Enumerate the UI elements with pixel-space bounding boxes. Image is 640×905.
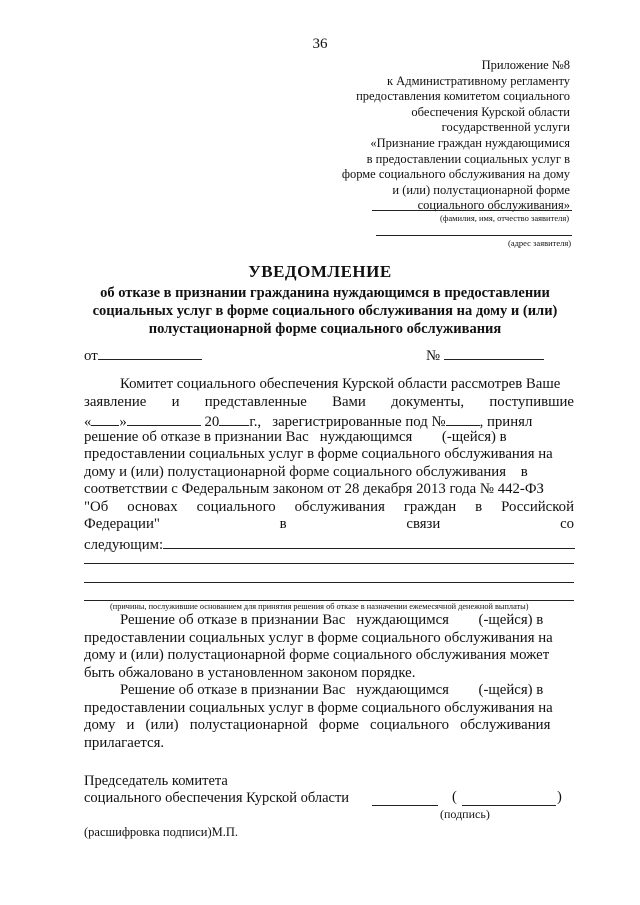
appendix-line: в предоставлении социальных услуг в xyxy=(366,151,570,166)
appendix-line: предоставления комитетом социального xyxy=(356,89,570,104)
paragraph-line: Решение об отказе в признании Вас нуждающимся (-щейся) в xyxy=(120,612,544,628)
paragraph-line: прилагается. xyxy=(84,735,165,751)
open-paren: ( xyxy=(452,789,457,805)
date-field-row xyxy=(84,345,202,366)
paragraph-line: быть обжаловано в установленном законом порядке. xyxy=(84,665,416,681)
month-blank[interactable] xyxy=(127,411,201,426)
appendix-header xyxy=(280,58,570,214)
reason-line[interactable] xyxy=(84,600,574,601)
reason-blank[interactable] xyxy=(163,534,575,549)
applicant-address-caption: (адрес заявителя) xyxy=(508,238,572,248)
paragraph-line: Решение об отказе в признании Вас нуждающимся (-щейся) в xyxy=(120,682,544,698)
paragraph-line: дому и (или) полустационарной форме социального обслуживания в xyxy=(84,464,528,480)
close-paren: ) xyxy=(557,789,562,805)
applicant-fio-caption: (фамилия, имя, отчество заявителя) xyxy=(440,213,570,223)
appendix-line: Приложение №8 xyxy=(481,58,570,72)
name-decoding-line[interactable] xyxy=(462,805,556,806)
appendix-line: форме социального обслуживания на дому xyxy=(341,167,570,182)
paragraph-line: "Об основах социального обслуживания граждан в Российской xyxy=(84,499,575,515)
appendix-line: обеспечения Курской области xyxy=(411,104,570,119)
paragraph-line: Федерации" в связи со xyxy=(84,516,575,532)
day-blank[interactable] xyxy=(91,411,119,426)
date-blank[interactable] xyxy=(98,345,202,360)
paragraph-line: соответствии с Федеральным законом от 28 декабря 2013 года № 442-ФЗ xyxy=(84,481,544,497)
paragraph-line: « » 20 г., зарегистрированные под № , принял xyxy=(84,411,532,432)
from-label: от xyxy=(84,348,98,364)
document-subtitle xyxy=(70,284,580,338)
subtitle-line: об отказе в признании гражданина нуждающимся в предоставлении xyxy=(100,285,550,301)
paragraph-line: решение об отказе в признании Вас нуждающимся (-щейся) в xyxy=(84,429,507,445)
page-number: 36 xyxy=(312,36,328,52)
appendix-line: социального обслуживания» xyxy=(417,198,570,213)
paragraph-line: предоставлении социальных услуг в форме социального обслуживания на xyxy=(84,630,553,646)
number-blank[interactable] xyxy=(444,345,544,360)
number-label: № xyxy=(426,348,441,364)
number-field-row xyxy=(426,345,544,366)
paragraph-line: предоставлении социальных услуг в форме социального обслуживания на xyxy=(84,700,553,716)
paragraph-line: заявление и представленные Вами документы, поступившие xyxy=(84,394,575,410)
appendix-line: «Признание граждан нуждающимися xyxy=(370,135,570,150)
applicant-fio-line[interactable] xyxy=(372,210,572,211)
chairman-title-line2: социального обеспечения Курской области xyxy=(84,790,350,806)
subtitle-line: социальных услуг в форме социального обслуживания на дому и (или) xyxy=(92,303,558,319)
paragraph-line: предоставлении социальных услуг в форме социального обслуживания на xyxy=(84,446,553,462)
paragraph-line: дому и (или) полустационарной форме социального обслуживания xyxy=(84,717,551,733)
reason-line[interactable] xyxy=(84,563,574,564)
document-title: УВЕДОМЛЕНИЕ xyxy=(248,262,392,281)
reason-caption: (причины, послужившие основанием для принятия решения об отказе в назначении ежемесячной денежной выплаты) xyxy=(110,602,529,611)
applicant-address-line[interactable] xyxy=(376,235,572,236)
subtitle-line: полустационарной форме социального обслуживания xyxy=(148,321,502,337)
paragraph-line: дому и (или) полустационарной форме социального обслуживания может xyxy=(84,647,550,663)
appendix-line: и (или) полустационарной форме xyxy=(392,182,570,197)
registration-number-blank[interactable] xyxy=(446,411,480,426)
chairman-title-line1: Председатель комитета xyxy=(84,773,228,789)
paragraph-line: Комитет социального обеспечения Курской области рассмотрев Ваше xyxy=(120,376,561,392)
reason-line[interactable] xyxy=(84,582,574,583)
appendix-line: государственной услуги xyxy=(441,120,570,135)
year-blank[interactable] xyxy=(219,411,249,426)
decoding-caption: (расшифровка подписи)М.П. xyxy=(84,825,238,839)
paragraph-line: следующим: xyxy=(84,534,575,555)
signature-line[interactable] xyxy=(372,805,438,806)
signature-caption: (подпись) xyxy=(440,807,490,821)
appendix-line: к Административному регламенту xyxy=(386,73,570,88)
